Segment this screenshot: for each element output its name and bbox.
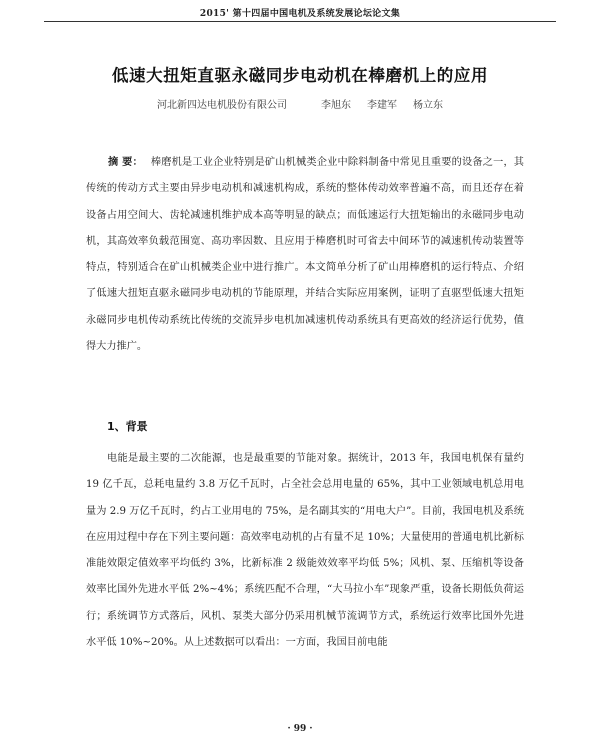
abstract-text: 棒磨机是工业企业特别是矿山机械类企业中除料制备中常见且重要的设备之一，其传统的传动方式主要由异步电动机和减速机构成，系统的整体传动效率普遍不高，而且还存在着设备占用空间大、齿轮减速机维护成本高等明显的缺点；而低速运行大扭矩输出的永磁同步电动机，其高效率负载范围宽、高功率因数、且应用于棒磨机时可省去中间环节的减速机传动装置等特点，特别适合在矿山机械类企业中进行推广。本文简单分析了矿山用棒磨机的运行特点、介绍了低速大扭矩直驱永磁同步电动机的节能原理，并结合实际应用案例，证明了直驱型低速大扭矩永磁同步电机传动系统比传统的交流异步电机加减速机传动系统具有更高效的经济运行优势，值得大力推广。 — [86, 157, 524, 353]
author-name: 李旭东 — [321, 100, 351, 111]
running-header: 2015' 第十四届中国电机及系统发展论坛论文集 — [199, 9, 401, 19]
author-name: 杨立东 — [413, 100, 443, 111]
section-heading: 1、背景 — [107, 420, 148, 433]
paper-title: 低速大扭矩直驱永磁同步电动机在棒磨机上的应用 — [111, 66, 489, 85]
page-number: · 99 · — [287, 724, 313, 734]
affiliation: 河北新四达电机股份有限公司 — [157, 100, 287, 111]
section-body-text: 电能是最主要的二次能源，也是最重要的节能对象。据统计，2013 年，我国电机保有量约 19 亿千瓦，总耗电量约 3.8 万亿千瓦时，占全社会总用电量的 65%，其中工业领域电机总用电量为 2.9 万亿千瓦时，约占工业用电的 75%，是名副其实的“用电大户”。目前，我国电机及系统在应用过程中存在下列主要问题：高效率电动机的占有量不足 10%；大量使用的普通电机比新标准能效限定值效率平均低约 3%，比新标准 2 级能效效率平均低 5%；风机、泵、压缩机等设备效率比国外先进水平低 2%~4%；系统匹配不合理，“大马拉小车”现象严重，设备长期低负荷运行；系统调节方式落后，风机、泵类大部分仍采用机械节流调节方式，系统运行效率比国外先进水平低 10%~20%。从上述数据可以看出：一方面，我国目前电能 — [86, 453, 524, 649]
author-name: 李建军 — [367, 100, 397, 111]
author-line — [0, 96, 600, 111]
abstract — [86, 150, 524, 360]
abstract-label: 摘 要： — [108, 157, 143, 168]
header-divider — [44, 21, 556, 22]
